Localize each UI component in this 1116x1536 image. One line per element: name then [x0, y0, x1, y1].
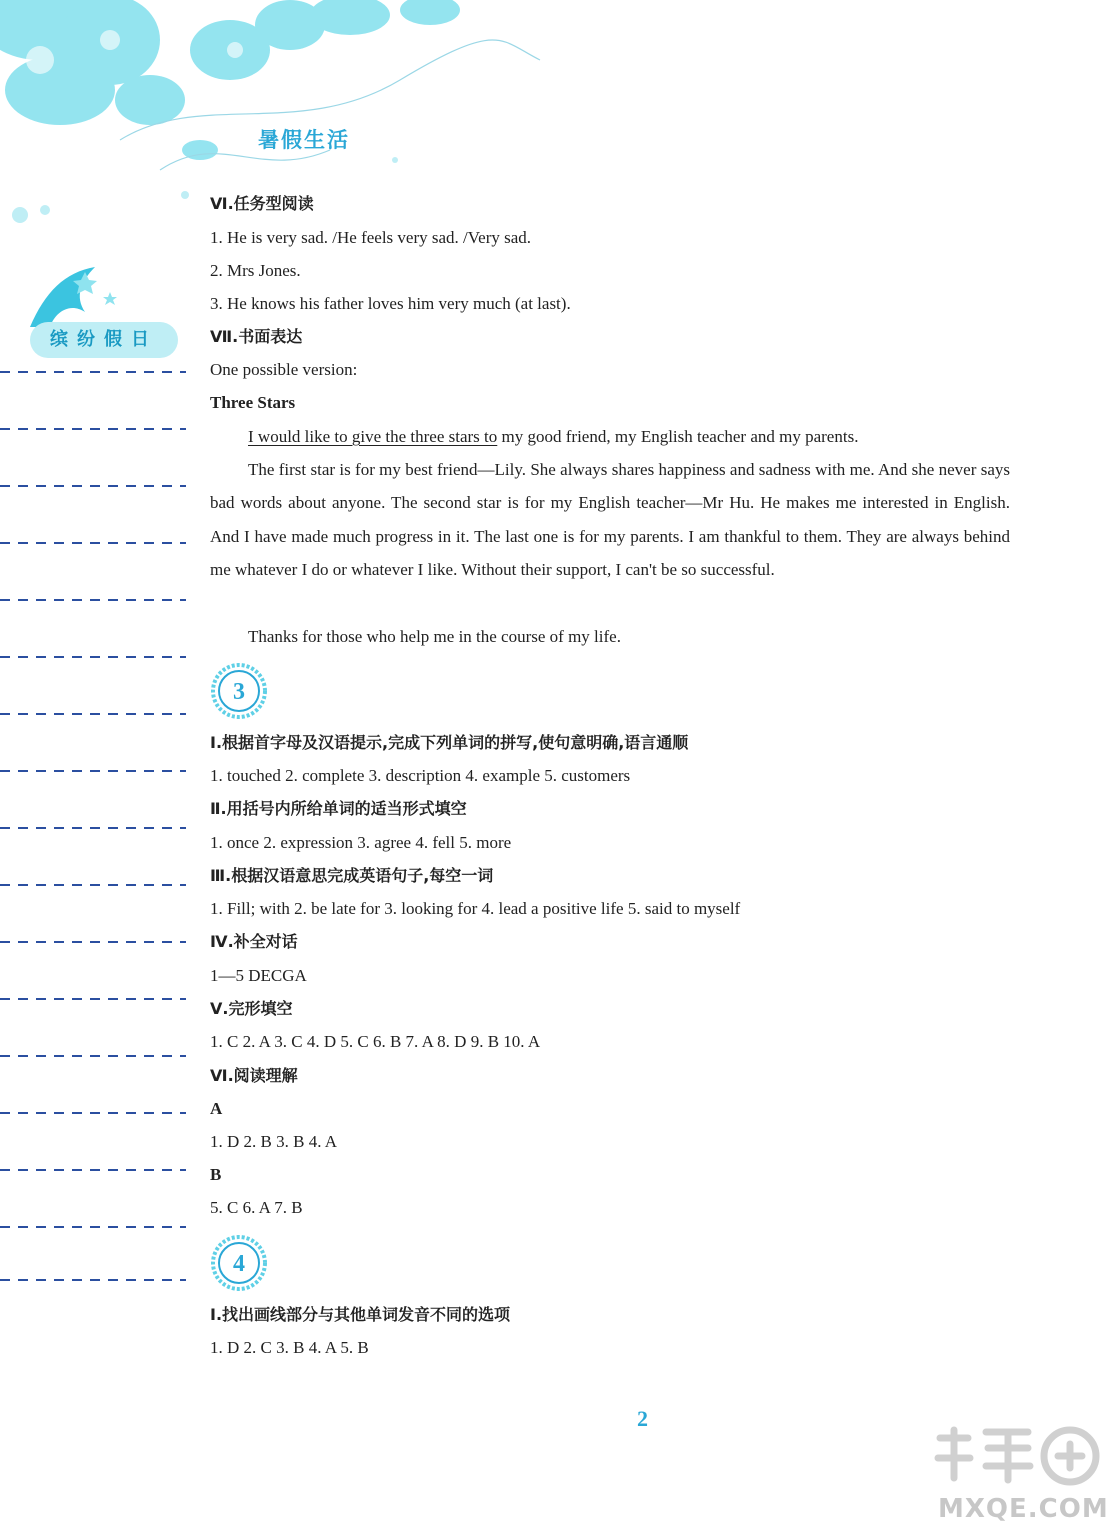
essay-title: Three Stars	[210, 393, 296, 412]
paragraph-text: my good friend, my English teacher and my parents.	[497, 427, 859, 446]
passage-label: A	[210, 1099, 223, 1118]
unit-number-badge	[210, 1234, 268, 1292]
section-heading: Ⅵ.阅读理解	[210, 1066, 298, 1085]
section-heading: Ⅶ.书面表达	[210, 327, 303, 346]
essay-intro: One possible version:	[210, 360, 358, 379]
answer-line: 1. D 2. C 3. B 4. A 5. B	[210, 1338, 369, 1357]
sidebar-badge: 缤纷假日	[30, 322, 178, 358]
section-heading: Ⅲ.根据汉语意思完成英语句子,每空一词	[210, 866, 494, 885]
answer-line: 1. He is very sad. /He feels very sad. /Very sad.	[210, 228, 532, 247]
answer-line: 1—5 DECGA	[210, 966, 307, 985]
essay-paragraph: The first star is for my best friend—Lily. She always shares happiness and sadness with me. And she never says bad words about anyone. The second star is for my English teacher—Mr Hu. He makes me interested in English. And I have made much progress in it. The last one is for my parents. I am thankful to them. They are always behind me whatever I do or whatever I like. Without their support, I can't be so successful.	[210, 460, 1010, 580]
section-heading: Ⅳ.补全对话	[210, 932, 298, 951]
section-heading: Ⅴ.完形填空	[210, 999, 293, 1018]
page-number: 2	[637, 1406, 648, 1431]
answer-line: 3. He knows his father loves him very much (at last).	[210, 294, 571, 313]
answer-line: 1. Fill; with 2. be late for 3. looking for 4. lead a positive life 5. said to myself	[210, 899, 741, 918]
answer-line: 1. D 2. B 3. B 4. A	[210, 1132, 338, 1151]
section-heading: Ⅰ.根据首字母及汉语提示,完成下列单词的拼写,使句意明确,语言通顺	[210, 733, 689, 752]
unit-number: 4	[233, 1251, 245, 1277]
underlined-phrase: I would like to give the three stars to	[248, 427, 498, 446]
passage-label: B	[210, 1165, 222, 1184]
watermark-text: MXQE.COM	[938, 1494, 1109, 1524]
section-heading: Ⅱ.用括号内所给单词的适当形式填空	[210, 799, 467, 818]
essay-paragraph	[210, 420, 1010, 453]
answer-line: 1. touched 2. complete 3. description 4. example 5. customers	[210, 766, 631, 785]
header-title: 暑假生活	[258, 128, 350, 152]
unit-number: 3	[233, 679, 245, 705]
section-heading: Ⅰ.找出画线部分与其他单词发音不同的选项	[210, 1305, 511, 1324]
answer-line: 1. once 2. expression 3. agree 4. fell 5. more	[210, 833, 512, 852]
answer-line: 1. C 2. A 3. C 4. D 5. C 6. B 7. A 8. D 9. B 10. A	[210, 1032, 541, 1051]
answer-line: 2. Mrs Jones.	[210, 261, 301, 280]
section-heading: Ⅵ.任务型阅读	[210, 194, 314, 213]
unit-number-badge	[210, 662, 268, 720]
note-lines	[0, 0, 190, 1536]
answer-line: 5. C 6. A 7. B	[210, 1198, 303, 1217]
essay-paragraph: Thanks for those who help me in the course of my life.	[248, 627, 621, 646]
